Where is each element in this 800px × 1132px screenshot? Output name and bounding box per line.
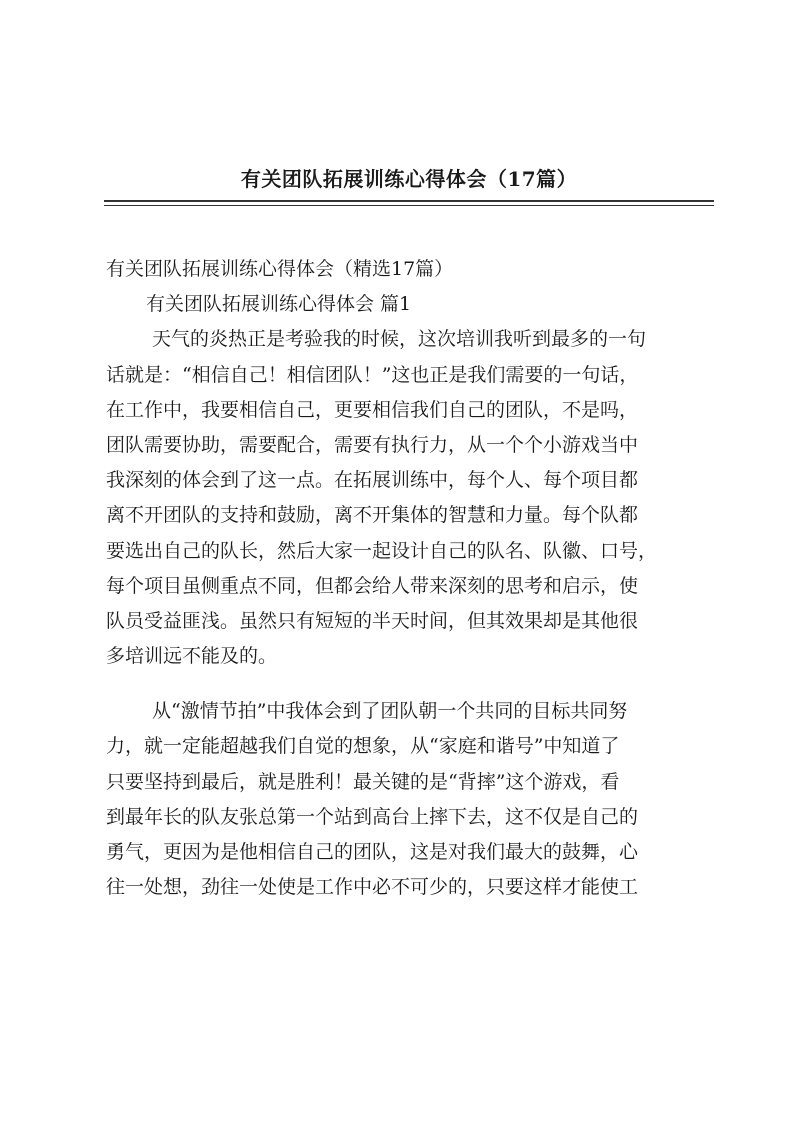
paragraph-line: 团队需要协助，需要配合，需要有执行力，从一个个小游戏当中	[106, 433, 639, 456]
title-rule-thin	[104, 205, 714, 206]
paragraph-gap	[106, 674, 716, 694]
paragraph-line: 从“激情节拍”中我体会到了团队朝一个共同的目标共同努	[152, 700, 628, 723]
paragraph-line: 离不开团队的支持和鼓励，离不开集体的智慧和力量。每个队都	[106, 504, 639, 527]
paragraph-line: 多培训远不能及的。	[106, 645, 278, 668]
paragraph-line: 勇气，更因为是他相信自己的团队，这是对我们最大的鼓舞，心	[106, 841, 639, 863]
paragraph-line: 只要坚持到最后，就是胜利！最关键的是“背摔”这个游戏，看	[106, 770, 620, 793]
paragraph-1	[106, 322, 716, 674]
paragraph-line: 在工作中，我要相信自己，更要相信我们自己的团队，不是吗，	[106, 398, 639, 421]
paragraph-line: 要选出自己的队长，然后大家一起设计自己的队名、队徽、口号，	[106, 539, 658, 562]
paragraph-line: 天气的炎热正是考验我的时候，这次培训我听到最多的一句	[152, 328, 647, 351]
paragraph-line: 到最年长的队友张总第一个站到高台上摔下去，这不仅是自己的	[106, 805, 639, 828]
paragraph-line: 话就是：“相信自己！相信团队！”这也正是我们需要的一句话，	[106, 363, 639, 386]
intro-line: 有关团队拓展训练心得体会（精选17篇）	[106, 258, 454, 280]
paragraph-line: 力，就一定能超越我们自觉的想象，从“家庭和谐号”中知道了	[106, 735, 620, 758]
document-title: 有关团队拓展训练心得体会（17篇）	[240, 167, 578, 191]
paragraph-line: 我深刻的体会到了这一点。在拓展训练中，每个人、每个项目都	[106, 469, 639, 492]
paragraph-line: 往一处想，劲往一处使是工作中必不可少的，只要这样才能使工	[106, 876, 639, 899]
document-body	[106, 252, 716, 905]
section-subtitle: 有关团队拓展训练心得体会 篇1	[146, 293, 412, 316]
title-rule-thick	[104, 200, 714, 202]
paragraph-2	[106, 694, 716, 905]
paragraph-line: 队员受益匪浅。虽然只有短短的半天时间，但其效果却是其他很	[106, 609, 639, 632]
paragraph-line: 每个项目虽侧重点不同，但都会给人带来深刻的思考和启示，使	[106, 574, 639, 597]
